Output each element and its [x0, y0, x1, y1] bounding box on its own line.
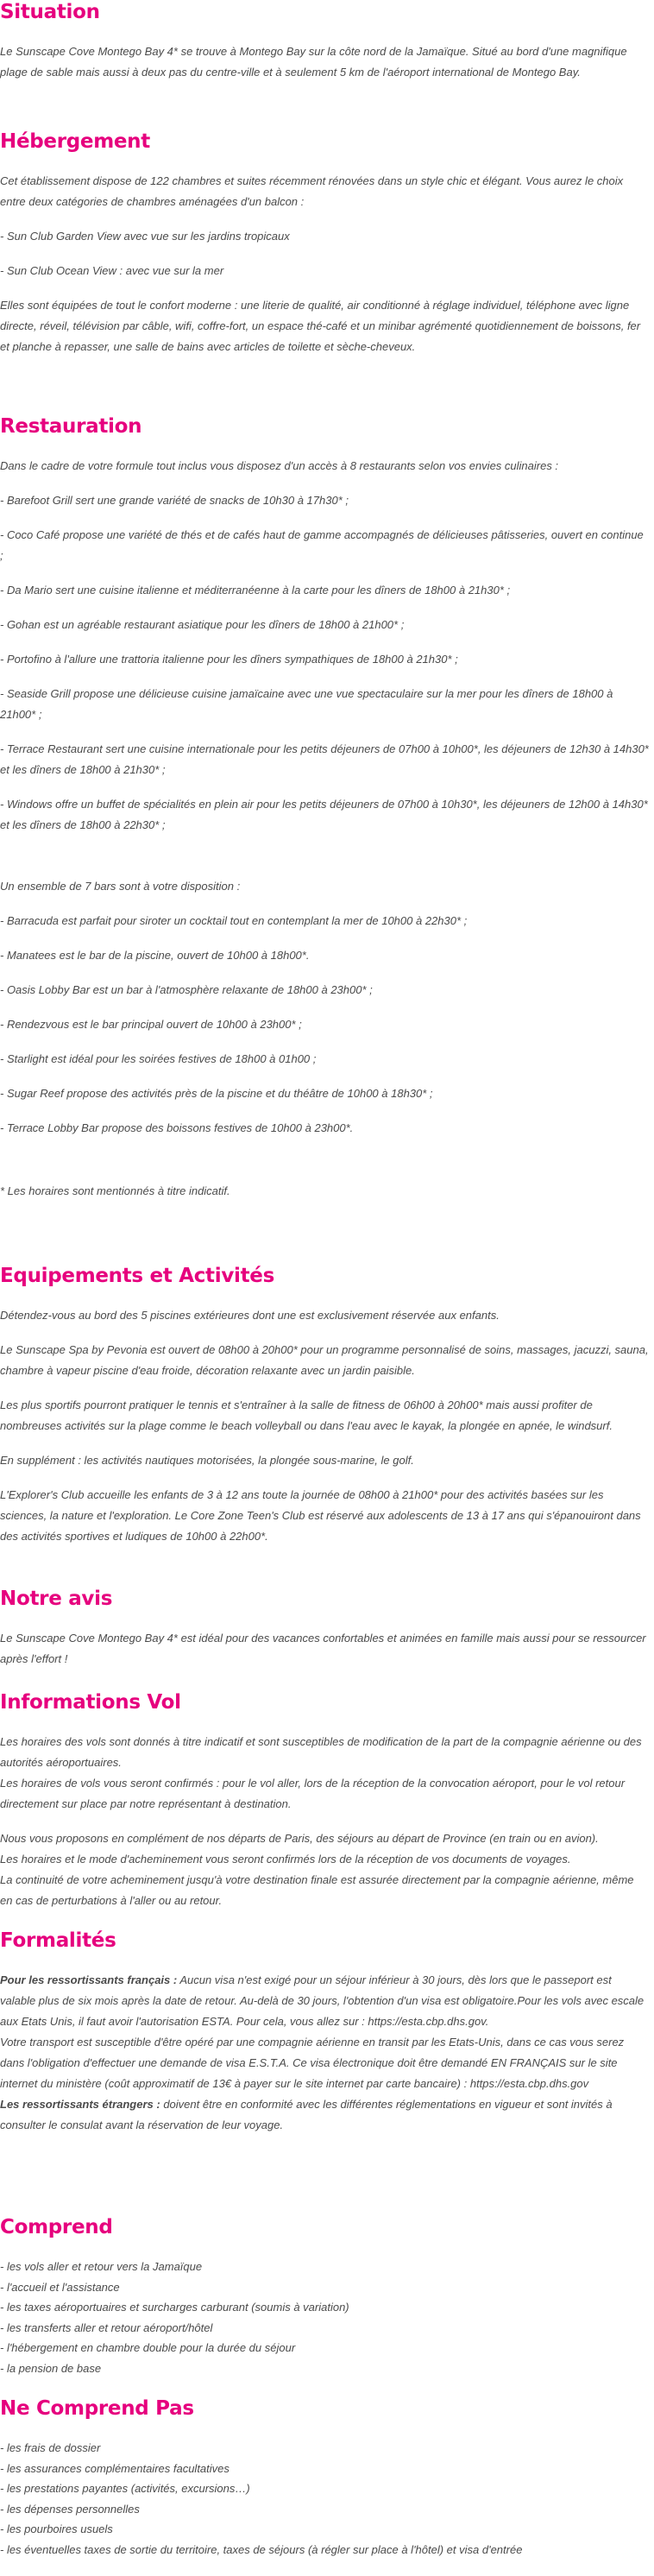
section-avis	[0, 1587, 649, 1670]
restaurant-item: - Gohan est un agréable restaurant asiatique pour les dîners de 18h00 à 21h00* ;	[0, 618, 405, 631]
avis-text: Le Sunscape Cove Montego Bay 4* est idéal pour des vacances confortables et animées en famille mais aussi pour se ressourcer après l'effort !	[0, 1632, 646, 1665]
formalites-foreign-label: Les ressortissants étrangers :	[0, 2098, 160, 2111]
section-ne-comprend	[0, 2396, 649, 2560]
section-title-comprend: Comprend	[0, 2216, 113, 2238]
formalites-french-text: Aucun visa n'est exigé pour un séjour inférieur à 30 jours, dès lors que le passeport est valable plus de six mois après la date de retour. Au-delà de 30 jours, l'obtention d'un visa est obligatoire.Pour les vols avec escale aux Etats Unis, il faut avoir l'autorisation ESTA. Pour cela, vous allez sur : https://esta.cbp.dhs.gov.	[0, 1973, 645, 2028]
equipements-extra: En supplément : les activités nautiques motorisées, la plongée sous-marine, le golf.	[0, 1454, 414, 1467]
section-situation	[0, 0, 649, 83]
included-item: - l'accueil et l'assistance	[0, 2280, 120, 2294]
included-item: - les taxes aéroportuaires et surcharges carburant (soumis à variation)	[0, 2301, 349, 2314]
section-title-formalites: Formalités	[0, 1929, 116, 1952]
restaurant-item: - Portofino à l'allure une trattoria italienne pour les dîners sympathiques de 18h00 à 21h30* ;	[0, 653, 458, 666]
section-formalites	[0, 1929, 649, 2136]
vol-schedule-note: Les horaires des vols sont donnés à titre indicatif et sont susceptibles de modification de la part de la compagnie aérienne ou des autorités aéroportuaires.	[0, 1735, 642, 1769]
excluded-item: - les prestations payantes (activités, excursions…)	[0, 2482, 250, 2495]
bar-item: - Oasis Lobby Bar est un bar à l'atmosphère relaxante de 18h00 à 23h00* ;	[0, 983, 373, 996]
formalites-transit: Votre transport est susceptible d'être opéré par une compagnie aérienne en transit par les Etats-Unis, dans ce cas vous serez dans l'obligation d'effectuer une demande de visa E.S.T.A. Ce visa électronique doit être demandé EN FRANÇAIS sur le site internet du ministère (coût approximatif de 13€ à payer sur le site internet par carte bancaire) : https://esta.cbp.dhs.gov	[0, 2036, 625, 2090]
hebergement-room-1: - Sun Club Garden View avec vue sur les jardins tropicaux	[0, 230, 290, 243]
vol-continuity: La continuité de votre acheminement jusqu'à votre destination finale est assurée directement par la compagnie aérienne, même en cas de perturbations à l'aller ou au retour.	[0, 1873, 634, 1907]
bar-item: - Barracuda est parfait pour siroter un cocktail tout en contemplant la mer de 10h00 à 22h30* ;	[0, 914, 468, 927]
section-title-restauration: Restauration	[0, 415, 142, 438]
included-item: - les transferts aller et retour aéroport/hôtel	[0, 2320, 213, 2334]
vol-routing: Les horaires et le mode d'acheminement vous seront confirmés lors de la réception de vos documents de voyages.	[0, 1853, 571, 1866]
excluded-item: - les éventuelles taxes de sortie du territoire, taxes de séjours (à régler sur place à l'hôtel) et visa d'entrée	[0, 2542, 523, 2556]
section-hebergement	[0, 129, 649, 357]
excluded-item: - les pourboires usuels	[0, 2522, 113, 2535]
section-title-ne-comprend: Ne Comprend Pas	[0, 2397, 194, 2420]
formalites-french-label: Pour les ressortissants français :	[0, 1973, 178, 1986]
equipements-sports: Les plus sportifs pourront pratiquer le tennis et s'entraîner à la salle de fitness de 06h00 à 20h00* mais aussi profiter de nombreuses activités sur la plage comme le beach volleyball ou dans l'eau avec le kayak, la plongée en apnée, le windsurf.	[0, 1398, 613, 1432]
restaurant-item: - Da Mario sert une cuisine italienne et méditerranéenne à la carte pour les dîners de 18h00 à 21h30* ;	[0, 584, 511, 597]
bars-intro: Un ensemble de 7 bars sont à votre disposition :	[0, 880, 241, 893]
hebergement-intro: Cet établissement dispose de 122 chambres et suites récemment rénovées dans un style chic et élégant. Vous aurez le choix entre deux catégories de chambres aménagées d'un balcon :	[0, 174, 624, 208]
section-vol	[0, 1690, 649, 1911]
restauration-intro: Dans le cadre de votre formule tout inclus vous disposez d'un accès à 8 restaurants selon vos envies culinaires :	[0, 459, 559, 472]
hebergement-room-2: - Sun Club Ocean View : avec vue sur la mer	[0, 264, 224, 277]
equipements-spa: Le Sunscape Spa by Pevonia est ouvert de 08h00 à 20h00* pour un programme personnalisé de soins, massages, jacuzzi, sauna, chambre à vapeur piscine d'eau froide, décoration relaxante avec un jardin paisible.	[0, 1343, 649, 1377]
restaurant-item: - Terrace Restaurant sert une cuisine internationale pour les petits déjeuners de 07h00 à 10h00*, les déjeuners de 12h30 à 14h30* et les dîners de 18h00 à 21h30* ;	[0, 742, 649, 776]
section-title-vol: Informations Vol	[0, 1691, 181, 1714]
bar-item: - Sugar Reef propose des activités près de la piscine et du théâtre de 10h00 à 18h30* ;	[0, 1087, 433, 1100]
excluded-item: - les dépenses personnelles	[0, 2502, 140, 2516]
section-restauration	[0, 414, 649, 836]
section-title-hebergement: Hébergement	[0, 130, 150, 153]
section-title-equipements: Equipements et Activités	[0, 1265, 275, 1287]
section-equipements	[0, 1264, 649, 1547]
equipements-kids-club: L'Explorer's Club accueille les enfants de 3 à 12 ans toute la journée de 08h00 à 21h00* pour des activités basées sur les sciences, la nature et l'exploration. Le Core Zone Teen's Club est réservé aux adolescents de 13 à 17 ans qui s'épanouiront dans des activités sportives et ludiques de 10h00 à 22h00*.	[0, 1488, 641, 1543]
excluded-item: - les assurances complémentaires facultatives	[0, 2461, 230, 2475]
restaurant-item: - Coco Café propose une variété de thés et de cafés haut de gamme accompagnés de délicieuses pâtisseries, ouvert en continue ;	[0, 528, 644, 562]
hours-note: * Les horaires sont mentionnés à titre indicatif.	[0, 1184, 230, 1197]
bar-item: - Terrace Lobby Bar propose des boissons festives de 10h00 à 23h00*.	[0, 1121, 354, 1134]
restaurant-item: - Seaside Grill propose une délicieuse cuisine jamaïcaine avec une vue spectaculaire sur la mer pour les dîners de 18h00 à 21h00* ;	[0, 687, 613, 721]
formalites-french	[0, 1970, 649, 2032]
hebergement-equipment: Elles sont équipées de tout le confort moderne : une literie de qualité, air conditionné à réglage individuel, téléphone avec ligne directe, réveil, télévision par câble, wifi, coffre-fort, un espace thé-café et un minibar agrémenté quotidiennement de boissons, fer et planche à repasser, une salle de bains avec articles de toilette et sèche-cheveux.	[0, 299, 641, 353]
vol-confirmation: Les horaires de vols vous seront confirmés : pour le vol aller, lors de la réception de la convocation aéroport, pour le vol retour directement sur place par notre représentant à destination.	[0, 1777, 626, 1810]
equipements-pools: Détendez-vous au bord des 5 piscines extérieures dont une est exclusivement réservée aux enfants.	[0, 1309, 500, 1322]
included-item: - l'hébergement en chambre double pour la durée du séjour	[0, 2341, 296, 2354]
excluded-item: - les frais de dossier	[0, 2441, 101, 2454]
formalites-foreign	[0, 2094, 649, 2136]
section-title-avis: Notre avis	[0, 1588, 113, 1610]
restaurant-item: - Windows offre un buffet de spécialités en plein air pour les petits déjeuners de 07h00 à 10h30*, les déjeuners de 12h00 à 14h30* et les dîners de 18h00 à 22h30* ;	[0, 798, 648, 831]
included-item: - les vols aller et retour vers la Jamaïque	[0, 2260, 203, 2273]
section-title-situation: Situation	[0, 1, 100, 23]
restaurant-item: - Barefoot Grill sert une grande variété de snacks de 10h30 à 17h30* ;	[0, 494, 349, 507]
included-item: - la pension de base	[0, 2361, 102, 2375]
section-comprend	[0, 2215, 649, 2378]
section-bars	[0, 876, 649, 1139]
hours-note-block	[0, 1181, 649, 1202]
bar-item: - Manatees est le bar de la piscine, ouvert de 10h00 à 18h00*.	[0, 949, 310, 962]
vol-province: Nous vous proposons en complément de nos départs de Paris, des séjours au départ de Province (en train ou en avion).	[0, 1832, 599, 1845]
situation-text: Le Sunscape Cove Montego Bay 4* se trouve à Montego Bay sur la côte nord de la Jamaïque. Situé au bord d'une magnifique plage de sable mais aussi à deux pas du centre-ville et à seulement 5 km de l'aéroport international de Montego Bay.	[0, 45, 627, 79]
bar-item: - Rendezvous est le bar principal ouvert de 10h00 à 23h00* ;	[0, 1018, 302, 1031]
bar-item: - Starlight est idéal pour les soirées festives de 18h00 à 01h00 ;	[0, 1052, 317, 1065]
formalites-foreign-text: doivent être en conformité avec les différentes réglementations en vigueur et sont invités à consulter le consulat avant la réservation de leur voyage.	[0, 2098, 613, 2131]
